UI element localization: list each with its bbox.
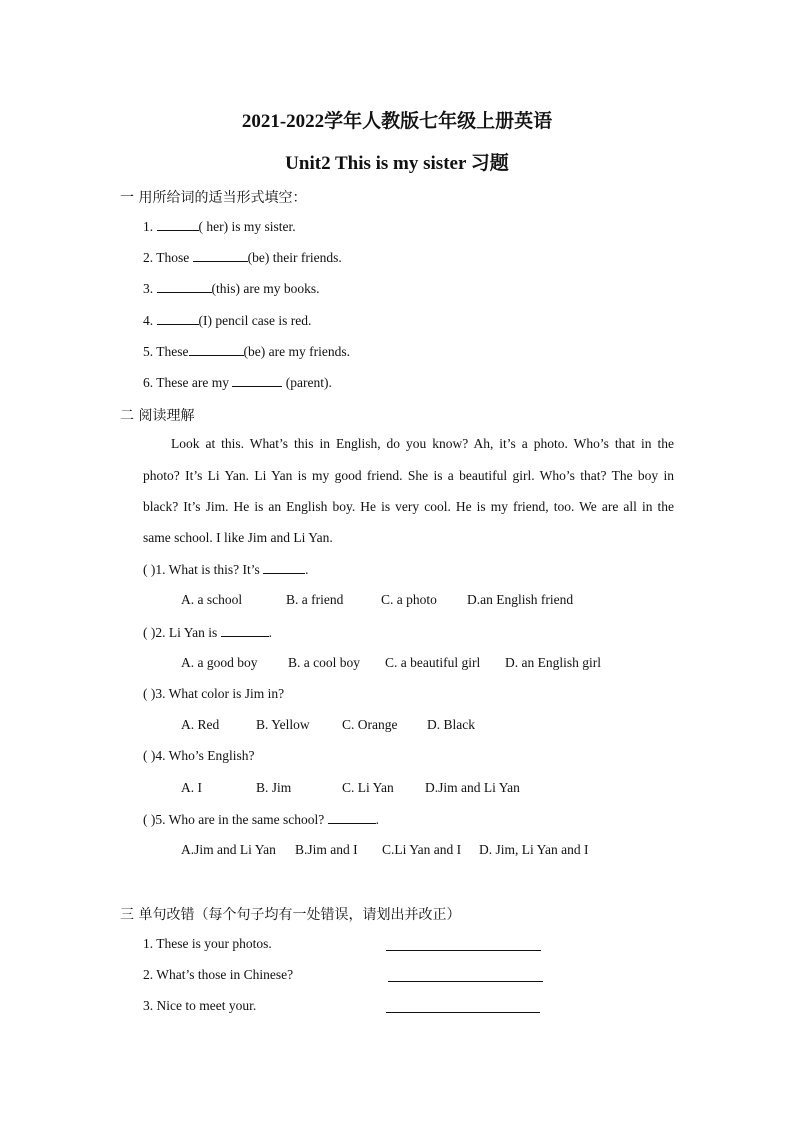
option-d[interactable]: D.an English friend — [467, 592, 574, 607]
question-1: ( )1. What is this? It’s . — [143, 562, 309, 577]
question-3: ( )3. What color is Jim in? — [143, 686, 285, 701]
option-b[interactable]: B.Jim and I — [295, 842, 358, 857]
passage-line-4: same school. I like Jim and Li Yan. — [143, 530, 333, 545]
option-a[interactable]: A. Red — [181, 717, 220, 732]
answer-blank — [263, 561, 305, 574]
option-d[interactable]: D.Jim and Li Yan — [425, 780, 520, 795]
answer-paren[interactable]: ( ) — [143, 562, 156, 577]
correction-item-1: 1. These is your photos. — [143, 936, 272, 951]
question-5: ( )5. Who are in the same school? . — [143, 812, 379, 827]
option-d[interactable]: D. Black — [427, 717, 475, 732]
section1-heading: 一 用所给词的适当形式填空： — [120, 190, 307, 206]
fill-item-4: 4. (I) pencil case is red. — [143, 313, 312, 328]
answer-blank — [221, 624, 269, 637]
question-2-options — [181, 655, 601, 671]
answer-blank[interactable] — [157, 312, 199, 325]
answer-paren[interactable]: ( ) — [143, 625, 156, 640]
correction-item-2: 2. What’s those in Chinese? — [143, 967, 294, 982]
answer-blank[interactable] — [189, 343, 244, 356]
section2-heading: 二 阅读理解 — [120, 408, 195, 424]
option-a[interactable]: A. a good boy — [181, 655, 258, 670]
fill-item-1: 1. ( her) is my sister. — [143, 219, 296, 234]
correction-answer-line-1[interactable] — [386, 950, 541, 951]
option-b[interactable]: B. a friend — [286, 592, 344, 607]
section3-heading: 三 单句改错（每个句子均有一处错误，请划出并改正） — [120, 907, 461, 923]
answer-blank[interactable] — [157, 280, 212, 293]
document-subtitle: Unit2 This is my sister 习题 — [285, 153, 509, 174]
answer-paren[interactable]: ( ) — [143, 812, 156, 827]
question-4-options — [181, 780, 520, 796]
answer-blank[interactable] — [193, 249, 248, 262]
correction-answer-line-3[interactable] — [386, 1012, 540, 1013]
option-c[interactable]: C. a beautiful girl — [385, 655, 481, 670]
question-3-options — [181, 717, 475, 733]
answer-paren[interactable]: ( ) — [143, 686, 156, 701]
option-b[interactable]: B. Yellow — [256, 717, 310, 732]
passage-line-1: Look at this. What’s this in English, do you know? Ah, it’s a photo. Who’s that in the — [171, 436, 674, 451]
fill-item-3: 3. (this) are my books. — [143, 281, 320, 296]
passage-line-2: photo? It’s Li Yan. Li Yan is my good friend. She is a beautiful girl. Who’s that? The boy in — [143, 468, 674, 483]
question-4: ( )4. Who’s English? — [143, 748, 255, 763]
option-b[interactable]: B. a cool boy — [288, 655, 360, 670]
fill-item-5: 5. These (be) are my friends. — [143, 344, 350, 359]
answer-blank[interactable] — [157, 218, 199, 231]
option-c[interactable]: C. Li Yan — [342, 780, 394, 795]
option-c[interactable]: C. Orange — [342, 717, 398, 732]
option-a[interactable]: A.Jim and Li Yan — [181, 842, 276, 857]
question-2: ( )2. Li Yan is . — [143, 625, 273, 640]
correction-item-3: 3. Nice to meet your. — [143, 998, 257, 1013]
answer-blank[interactable] — [232, 374, 282, 387]
option-a[interactable]: A. I — [181, 780, 202, 795]
answer-blank — [328, 811, 376, 824]
option-b[interactable]: B. Jim — [256, 780, 292, 795]
question-5-options — [181, 842, 589, 858]
fill-item-2: 2. Those (be) their friends. — [143, 250, 342, 265]
fill-item-6: 6. These are my (parent). — [143, 375, 332, 390]
document-title: 2021-2022学年人教版七年级上册英语 — [241, 111, 553, 132]
answer-paren[interactable]: ( ) — [143, 748, 156, 763]
option-d[interactable]: D. an English girl — [505, 655, 601, 670]
option-c[interactable]: C.Li Yan and I — [382, 842, 462, 857]
passage-line-3: black? It’s Jim. He is an English boy. He is very cool. He is my friend, too. We are all in the — [143, 499, 674, 514]
question-1-options — [181, 592, 573, 608]
option-a[interactable]: A. a school — [181, 592, 243, 607]
option-d[interactable]: D. Jim, Li Yan and I — [479, 842, 589, 857]
option-c[interactable]: C. a photo — [381, 592, 437, 607]
correction-answer-line-2[interactable] — [388, 981, 543, 982]
